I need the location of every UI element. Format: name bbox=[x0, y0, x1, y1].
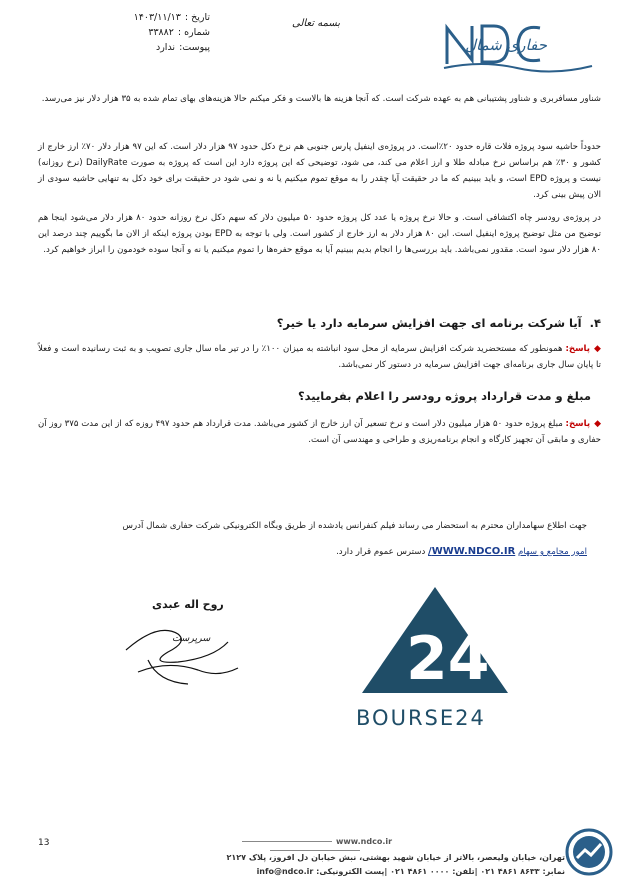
answer-label: پاسخ: bbox=[565, 344, 590, 354]
attachment-label: پیوست: bbox=[179, 42, 210, 53]
number-value: ۳۳۸۸۲ bbox=[148, 27, 174, 38]
header-meta bbox=[100, 10, 210, 55]
paragraph-1: شناور مسافربری و شناور پشتیبانی هم به عهده شرکت است. که آنجا هزینه ها بالاست و فکر میکنم حالا هزینه‌های بهای تمام شده به ۳۵ هزار دلار نیز می‌رسد. bbox=[41, 94, 601, 104]
attachment-row bbox=[100, 40, 210, 55]
answer-4 bbox=[38, 341, 601, 373]
answer-5 bbox=[38, 416, 601, 448]
number-row bbox=[100, 25, 210, 40]
number-label: شماره : bbox=[177, 27, 210, 38]
shareholder-notice bbox=[47, 513, 587, 565]
notice-text-2: دسترس عموم قرار دارد. bbox=[336, 547, 426, 557]
date-label: تاریخ : bbox=[184, 12, 210, 23]
basmala: بسمه تعالی bbox=[292, 18, 341, 29]
page-number: 13 bbox=[38, 838, 50, 848]
company-logo bbox=[442, 14, 622, 76]
logo-letters: NDC bbox=[442, 14, 445, 15]
footer-logo-icon bbox=[565, 828, 613, 876]
notice-url-link[interactable]: WWW.NDCO.IR/ bbox=[428, 546, 516, 557]
notice-text-1: جهت اطلاع سهامداران محترم به استحضار می رساند فیلم کنفرانس یادشده از طریق وبگاه الکترونیکی شرکت حفاری شمال آدرس bbox=[122, 521, 587, 531]
answer-5-text: مبلغ پروژه حدود ۵۰ هزار میلیون دلار است و نرخ تسعیر آن ارز خارج از کشور می‌باشد. مدت قرارداد هم حدود ۴۹۷ روزه که از این مدت ۳۷۵ روز آن حفاری و مابقی آن تجهیز کارگاه و انجام برنامه‌ریزی و طراحی و مهندسی آن است. bbox=[38, 419, 601, 445]
bourse24-number: 24 bbox=[406, 624, 490, 694]
footer-address-line: تهران، خیابان ولیعصر، بالاتر از خیابان شهید بهشتی، نبش خیابان دل افروز، پلاک ۲۱۲۷ bbox=[226, 853, 565, 862]
footer-address bbox=[105, 851, 565, 879]
question-4-text: آیا شرکت برنامه ای جهت افزایش سرمایه دارد یا خیر؟ bbox=[276, 316, 582, 330]
footer-email[interactable]: info@ndco.ir bbox=[256, 867, 314, 876]
diamond-bullet-icon: ◆ bbox=[593, 344, 602, 354]
paragraph-2: حدوداً حاشیه سود پروژه فلات قاره حدود ۲۰٪است. در پروژه‌ی اینفیل پارس جنوبی هم نرخ دکل حدود ۹۷ هزار دلار است. که این ۹۷ هزار دلار ۷۰٪ ارز خارج از کشور و ۳۰٪ هم براساس نرخ مبادله طلا و ارز اعلام می کند، می شود، توضیحی که این پروژه دارد این است که پروژه به صورت DailyRate (نرخ روزانه) نیست و پروژه EPD است، و باید ببینیم که ما در حقیقت آیا چقدر را به موقع تموم میکنیم یا نه و نمی شود در حقیقت برای خود دکل به تنهایی حاشیه سودی از الان پیش بینی کرد. bbox=[38, 142, 601, 200]
notice-path-link[interactable]: امور مجامع و سهام bbox=[518, 547, 587, 557]
question-4-heading bbox=[61, 316, 601, 330]
paragraph-3: در پروژه‌ی رودسر چاه اکتشافی است. و حالا نرخ پروژه یا عدد کل پروژه حدود ۵۰ میلیون دلار که سهم دکل نرخ روزانه حدود ۸۰ هزار دلار می‌شود اینجا هم توضیح من مثل توضیح پروژه اینفیل است. این ۸۰ هزار دلار به ارز خارج از کشور است. ولی با توجه به EPD بودن پروژه اینکه از الان ما بگوییم چند درصد این ۸۰ هزار دلار سود است. مقدور نمی‌باشد. باید بررسی‌ها را انجام بدیم ببینیم آیا به موقع حفره‌ها را تموم میکنیم یا نه و آنجا سوده خودمون را ابراز خواهیم کرد. bbox=[38, 213, 601, 255]
bourse24-logo bbox=[360, 585, 510, 695]
logo-wave bbox=[444, 64, 592, 72]
diamond-bullet-icon: ◆ bbox=[594, 419, 602, 429]
footer-website[interactable]: www.ndco.ir bbox=[200, 837, 430, 855]
date-value: ۱۴۰۳/۱۱/۱۳ bbox=[133, 12, 181, 23]
answer-4-text: همونطور که مستحضرید شرکت افزایش سرمایه از محل سود انباشته به میزان ۱۰۰٪ را در تیر ماه سال جاری تصویب و به ثبت رسانیده است و فعلاً تا پایان سال جاری برنامه‌ای جهت افزایش سرمایه در دستور کار نمی‌باشد. bbox=[38, 344, 601, 370]
answer-label: پاسخ: bbox=[565, 419, 591, 429]
question-5-heading: مبلغ و مدت قرارداد پروژه رودسر را اعلام بفرمایید؟ bbox=[297, 389, 591, 403]
signer-role: سرپرست bbox=[172, 633, 211, 644]
logo-caption: حفاری شمال bbox=[465, 36, 547, 54]
handwritten-signature bbox=[118, 612, 248, 692]
footer-contact: نمابر: ۸۶۳۳ ۴۸۶۱ ۰۲۱ |تلفن: ۰۰۰۰ ۴۸۶۱ ۰۲۱ |پست الکترونیکی: bbox=[316, 867, 565, 876]
footer-contact-line bbox=[105, 865, 565, 879]
date-row bbox=[100, 10, 210, 25]
bourse24-wordmark: BOURSE24 bbox=[356, 706, 486, 730]
signer-name: روح اله عبدی bbox=[152, 598, 224, 611]
question-4-number: ۴. bbox=[589, 316, 601, 330]
attachment-value: ندارد bbox=[155, 42, 176, 53]
